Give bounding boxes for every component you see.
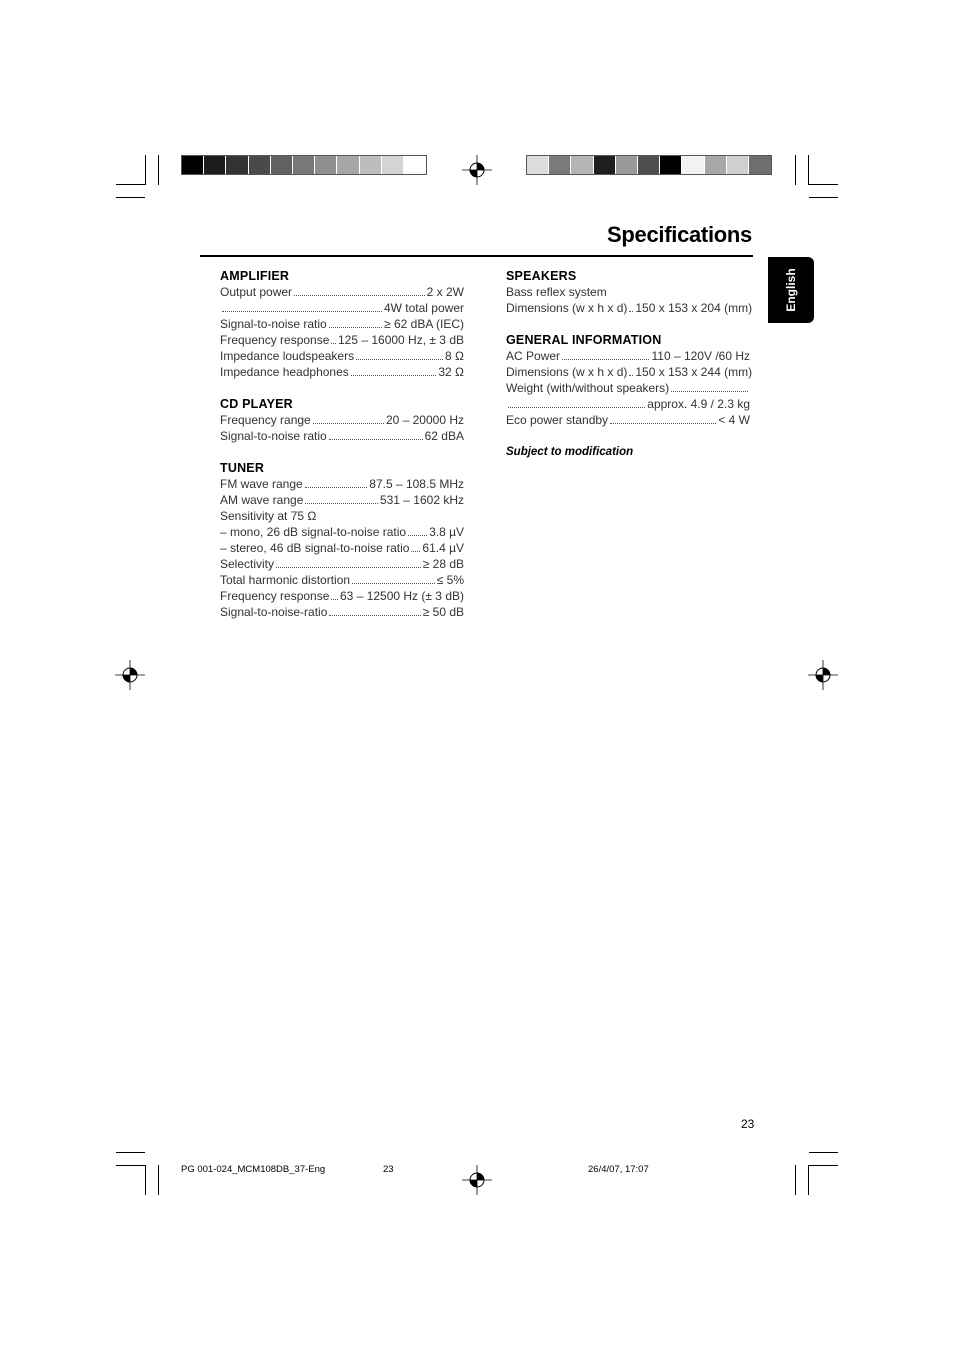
spec-value: 125 – 16000 Hz, ± 3 dB — [337, 333, 464, 347]
dot-leader — [331, 332, 336, 344]
spec-column-right — [506, 268, 753, 460]
crop-mark — [808, 1165, 809, 1195]
modification-note: Subject to modification — [506, 446, 634, 458]
dot-leader — [352, 572, 435, 584]
crop-mark — [116, 197, 145, 198]
color-calibration-bar-left — [181, 155, 427, 175]
spec-section — [220, 460, 464, 620]
language-tab — [768, 257, 814, 323]
page-number: 23 — [741, 1117, 755, 1131]
spec-label: Output power — [220, 285, 293, 299]
dot-leader — [629, 300, 633, 312]
crop-mark — [808, 155, 809, 185]
spec-value: < 4 W — [718, 413, 750, 427]
spec-label: Signal-to-noise ratio — [220, 429, 327, 443]
spec-value: 150 x 153 x 204 (mm) — [635, 301, 753, 315]
spec-column-left — [220, 268, 464, 636]
crop-mark — [795, 1165, 796, 1195]
dot-leader — [671, 380, 748, 392]
spec-row — [506, 284, 750, 300]
color-swatch — [660, 156, 682, 174]
spec-value: 61.4 µV — [422, 541, 464, 555]
section-heading: AMPLIFIER — [220, 269, 290, 283]
crop-mark — [116, 1152, 145, 1153]
spec-value: 63 – 12500 Hz (± 3 dB) — [340, 589, 464, 603]
crop-mark — [809, 197, 838, 198]
spec-label: Sensitivity at 75 Ω — [220, 509, 317, 523]
spec-value: ≤ 5% — [436, 573, 464, 587]
crop-mark — [158, 1165, 159, 1195]
color-swatch — [293, 156, 315, 174]
spec-label: Bass reflex system — [506, 285, 607, 299]
registration-mark-icon — [462, 1165, 492, 1195]
spec-label: Frequency response — [220, 589, 330, 603]
spec-value: 8 Ω — [445, 349, 464, 363]
language-tab-label: English — [784, 268, 798, 312]
spec-value: 20 – 20000 Hz — [385, 413, 464, 427]
spec-row — [220, 492, 464, 508]
spec-row — [506, 396, 750, 412]
spec-row — [220, 524, 464, 540]
spec-row — [220, 604, 464, 620]
color-swatch — [682, 156, 704, 174]
spec-value: 2 x 2W — [426, 285, 464, 299]
spec-label: Weight (with/without speakers) — [506, 381, 670, 395]
dot-leader — [610, 412, 716, 424]
spec-label: AC Power — [506, 349, 561, 363]
footer-page: 23 — [383, 1164, 394, 1175]
spec-row — [506, 380, 750, 396]
section-heading: GENERAL INFORMATION — [506, 333, 662, 347]
spec-row — [506, 364, 753, 380]
spec-row — [220, 284, 464, 300]
color-swatch — [337, 156, 359, 174]
spec-row — [220, 572, 464, 588]
dot-leader — [331, 588, 338, 600]
spec-value: 4W total power — [383, 301, 464, 315]
spec-label: Signal-to-noise ratio — [220, 317, 327, 331]
spec-label: Signal-to-noise-ratio — [220, 605, 328, 619]
spec-label: Impedance loudspeakers — [220, 349, 355, 363]
section-heading: SPEAKERS — [506, 269, 577, 283]
spec-value: ≥ 62 dBA (IEC) — [384, 317, 464, 331]
color-swatch — [382, 156, 404, 174]
spec-row — [220, 316, 464, 332]
spec-section — [506, 332, 753, 428]
dot-leader — [329, 604, 420, 616]
spec-section — [220, 268, 464, 380]
spec-value: 62 dBA — [424, 429, 464, 443]
spec-value: ≥ 28 dB — [422, 557, 464, 571]
spec-row — [506, 348, 750, 364]
color-swatch — [705, 156, 727, 174]
footer-timestamp: 26/4/07, 17:07 — [588, 1164, 649, 1175]
footer-filename: PG 001-024_MCM108DB_37-Eng — [181, 1164, 326, 1175]
crop-mark — [116, 184, 145, 185]
dot-leader — [351, 364, 437, 376]
spec-value: 87.5 – 108.5 MHz — [369, 477, 464, 491]
color-swatch — [749, 156, 771, 174]
crop-mark — [809, 184, 838, 185]
registration-mark-icon — [115, 660, 145, 690]
dot-leader — [276, 556, 421, 568]
spec-row — [220, 428, 464, 444]
spec-label: Frequency response — [220, 333, 330, 347]
spec-label: Dimensions (w x h x d) — [506, 301, 628, 315]
page-title: Specifications — [607, 222, 752, 247]
color-swatch — [527, 156, 549, 174]
spec-label: Total harmonic distortion — [220, 573, 351, 587]
dot-leader — [508, 396, 645, 408]
crop-mark — [145, 1165, 146, 1195]
dot-leader — [305, 492, 378, 504]
spec-section — [220, 396, 464, 444]
dot-leader — [222, 300, 382, 312]
color-calibration-bar-right — [526, 155, 772, 175]
color-swatch — [638, 156, 660, 174]
crop-mark — [158, 155, 159, 185]
spec-label: Impedance headphones — [220, 365, 349, 379]
spec-row — [220, 300, 464, 316]
color-swatch — [182, 156, 204, 174]
crop-mark — [116, 1165, 145, 1166]
spec-label: – stereo, 46 dB signal-to-noise ratio — [220, 541, 410, 555]
title-rule — [200, 255, 753, 257]
crop-mark — [145, 155, 146, 185]
dot-leader — [294, 284, 425, 296]
spec-value: 150 x 153 x 244 (mm) — [635, 365, 753, 379]
registration-mark-icon — [808, 660, 838, 690]
dot-leader — [329, 316, 382, 328]
spec-section — [506, 268, 753, 316]
dot-leader — [408, 524, 427, 536]
spec-value: 110 – 120V /60 Hz — [651, 349, 750, 363]
dot-leader — [329, 428, 423, 440]
spec-value: 32 Ω — [438, 365, 464, 379]
spec-row — [220, 508, 464, 524]
spec-row — [220, 556, 464, 572]
color-swatch — [226, 156, 248, 174]
crop-mark — [809, 1152, 838, 1153]
spec-row — [506, 412, 750, 428]
dot-leader — [356, 348, 443, 360]
dot-leader — [305, 476, 368, 488]
spec-label: Dimensions (w x h x d) — [506, 365, 628, 379]
spec-value: 531 – 1602 kHz — [379, 493, 464, 507]
spec-label: – mono, 26 dB signal-to-noise ratio — [220, 525, 407, 539]
spec-row — [220, 476, 464, 492]
dot-leader — [313, 412, 384, 424]
spec-row — [220, 588, 464, 604]
spec-label: FM wave range — [220, 477, 303, 491]
section-heading: TUNER — [220, 461, 265, 475]
crop-mark — [795, 155, 796, 185]
color-swatch — [549, 156, 571, 174]
color-swatch — [404, 156, 426, 174]
dot-leader — [629, 364, 633, 376]
spec-value: ≥ 50 dB — [422, 605, 464, 619]
crop-mark — [809, 1165, 838, 1166]
spec-label: Eco power standby — [506, 413, 609, 427]
color-swatch — [594, 156, 616, 174]
spec-value: 3.8 µV — [429, 525, 464, 539]
color-swatch — [249, 156, 271, 174]
color-swatch — [315, 156, 337, 174]
dot-leader — [562, 348, 649, 360]
spec-row — [220, 332, 464, 348]
spec-label: Selectivity — [220, 557, 275, 571]
spec-row — [506, 300, 753, 316]
color-swatch — [571, 156, 593, 174]
spec-label: AM wave range — [220, 493, 304, 507]
color-swatch — [616, 156, 638, 174]
dot-leader — [411, 540, 420, 552]
spec-row — [220, 412, 464, 428]
section-heading: CD PLAYER — [220, 397, 293, 411]
color-swatch — [271, 156, 293, 174]
color-swatch — [727, 156, 749, 174]
spec-row — [220, 364, 464, 380]
color-swatch — [204, 156, 226, 174]
spec-label: Frequency range — [220, 413, 311, 427]
spec-row — [220, 348, 464, 364]
spec-value: approx. 4.9 / 2.3 kg — [647, 397, 750, 411]
spec-row — [220, 540, 464, 556]
color-swatch — [360, 156, 382, 174]
registration-mark-icon — [462, 155, 492, 185]
